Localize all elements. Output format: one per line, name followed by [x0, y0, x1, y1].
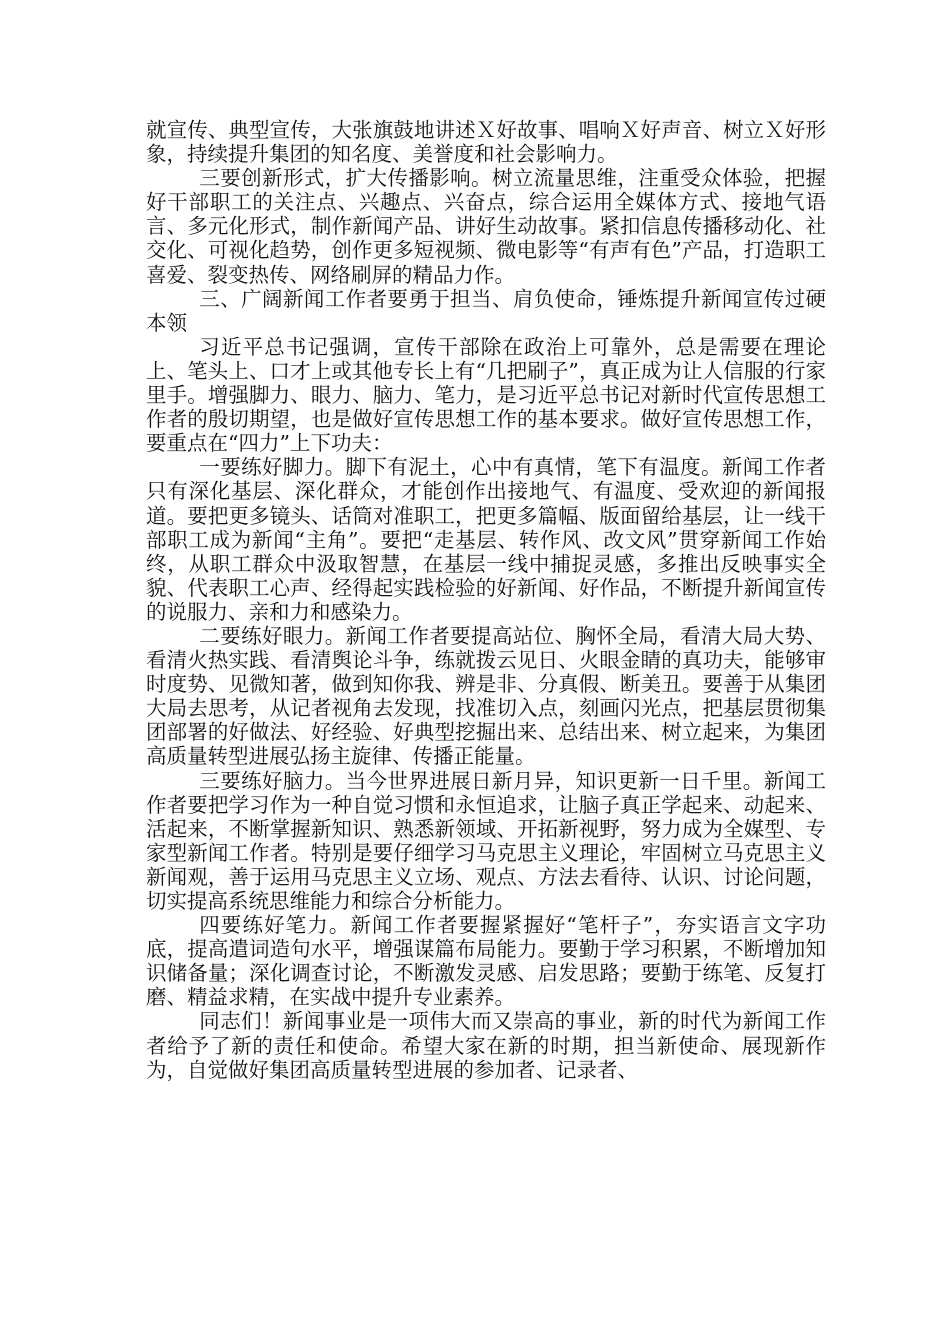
paragraph-closing: 同志们！新闻事业是一项伟大而又崇高的事业，新的时代为新闻工作者给予了新的责任和使命。希望大家在新的时期，担当新使命、展现新作为，自觉做好集团高质量转型进展的参加者、记录者、	[146, 1009, 826, 1082]
paragraph-brain-power: 三要练好脑力。当今世界进展日新月异，知识更新一日千里。新闻工作者要把学习作为一种自觉习惯和永恒追求，让脑子真正学起来、动起来、活起来，不断掌握新知识、熟悉新领域、开拓新视野，努力成为全媒型、专家型新闻工作者。特别是要仔细学习马克思主义理论，牢固树立马克思主义新闻观，善于运用马克思主义立场、观点、方法去看待、认识、讨论问题，切实提高系统思维能力和综合分析能力。	[146, 768, 826, 913]
paragraph-foot-power: 一要练好脚力。脚下有泥土，心中有真情，笔下有温度。新闻工作者只有深化基层、深化群众，才能创作出接地气、有温度、受欢迎的新闻报道。要把更多镜头、话筒对准职工，把更多篇幅、版面留给基层，让一线干部职工成为新闻“主角”。要把“走基层、转作风、改文风”贯穿新闻工作始终，从职工群众中汲取智慧，在基层一线中捕捉灵感，多推出反映事实全貌、代表职工心声、经得起实践检验的好新闻、好作品，不断提升新闻宣传的说服力、亲和力和感染力。	[146, 455, 826, 624]
document-body	[146, 118, 826, 1082]
paragraph-pen-power: 四要练好笔力。新闻工作者要握紧握好“笔杆子”，夯实语言文字功底，提高遣词造句水平，增强谋篇布局能力。要勤于学习积累，不断增加知识储备量；深化调查讨论，不断激发灵感、启发思路；要勤于练笔、反复打磨、精益求精，在实战中提升专业素养。	[146, 913, 826, 1010]
paragraph-eye-power: 二要练好眼力。新闻工作者要提高站位、胸怀全局，看清大局大势、看清火热实践、看清舆论斗争，练就拨云见日、火眼金睛的真功夫，能够审时度势、见微知著，做到知你我、辨是非、分真假、断美丑。要善于从集团大局去思考，从记者视角去发现，找准切入点，刻画闪光点，把基层贯彻集团部署的好做法、好经验、好典型挖掘出来、总结出来、树立起来，为集团高质量转型进展弘扬主旋律、传播正能量。	[146, 623, 826, 769]
paragraph-innovate-forms: 三要创新形式，扩大传播影响。树立流量思维，注重受众体验，把握好干部职工的关注点、兴趣点、兴奋点，综合运用全媒体方式、接地气语言、多元化形式，制作新闻产品、讲好生动故事。紧扣信息传播移动化、社交化、可视化趋势，创作更多短视频、微电影等“有声有色”产品，打造职工喜爱、裂变热传、网络刷屏的精品力作。	[146, 166, 826, 287]
section-heading-three: 三、广阔新闻工作者要勇于担当、肩负使命，锤炼提升新闻宣传过硬本领	[146, 286, 826, 335]
paragraph-continuation: 就宣传、典型宣传，大张旗鼓地讲述Ｘ好故事、唱响Ｘ好声音、树立Ｘ好形象，持续提升集团的知名度、美誉度和社会影响力。	[146, 118, 826, 167]
paragraph-four-abilities-intro: 习近平总书记强调，宣传干部除在政治上可靠外，总是需要在理论上、笔头上、口才上或其他专长上有“几把刷子”，真正成为让人信服的行家里手。增强脚力、眼力、脑力、笔力，是习近平总书记对新时代宣传思想工作者的殷切期望，也是做好宣传思想工作的基本要求。做好宣传思想工作，要重点在“四力”上下功夫：	[146, 334, 826, 456]
